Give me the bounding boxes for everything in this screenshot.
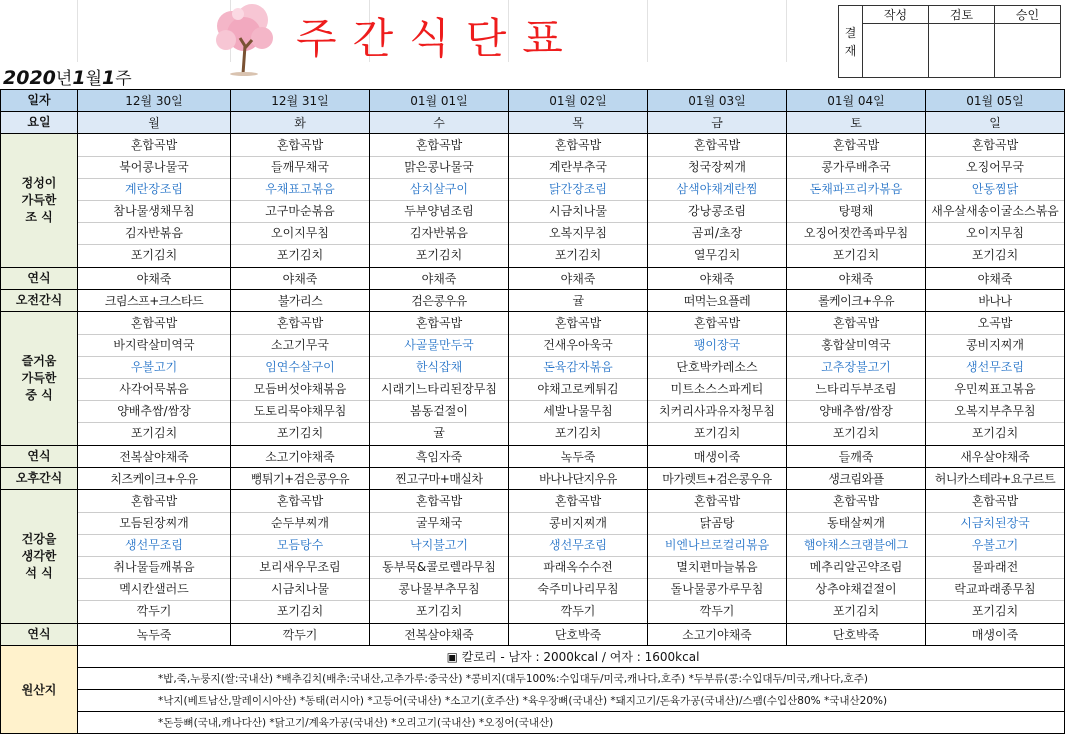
dish-item: 시래기느타리된장무침	[370, 379, 508, 401]
dish-item: 한식잡채	[370, 357, 508, 379]
date-cell: 01월 04일	[787, 90, 926, 112]
dish-item: 오이지무침	[231, 223, 369, 245]
dish-item: 생선무조림	[78, 535, 230, 557]
origin-note: *낙지(베트남산,말레이시아산) *동태(러시아) *고등어(국내산) *소고기(호주산) *육우장뼈(국내산) *돼지고기/돈육가공(국내산)/스팸(수입산80% *국내산20%)	[78, 690, 1065, 712]
dish-item: 안동찜닭	[926, 179, 1064, 201]
dish-item: 동부묵&콜로렐라무침	[370, 557, 508, 579]
dish-item: 사골물만두국	[370, 335, 508, 357]
dish-item: 혼합곡밥	[370, 313, 508, 335]
dish-item: 생선무조림	[926, 357, 1064, 379]
meal-label-line: 즐거움	[21, 354, 57, 368]
dish-item: 치커리사과유자청무침	[648, 401, 786, 423]
dish-item: 물파래전	[926, 557, 1064, 579]
dish-item: 햄야채스크램블에그	[787, 535, 925, 557]
approval-header-review: 검토	[929, 6, 995, 24]
dish-item: 모듬버섯야채볶음	[231, 379, 369, 401]
dish-item: 깍두기	[699, 603, 735, 618]
dish-item: 우민찌표고볶음	[926, 379, 1064, 401]
yeonsik-label: 연식	[1, 624, 78, 646]
snack-cell: 찐고구마+매실차	[370, 468, 509, 490]
yeonsik-cell: 소고기야채죽	[648, 624, 787, 646]
signature-box[interactable]	[995, 24, 1061, 78]
dish-item: 포기김치	[415, 603, 463, 618]
dish-item: 포기김치	[832, 247, 880, 262]
dish-item: 새우살새송이굴소스볶음	[926, 201, 1064, 223]
dish-item: 김자반볶음	[370, 223, 508, 245]
dish-item: 들깨무채국	[231, 157, 369, 179]
dish-item: 삼색야채계란찜	[648, 179, 786, 201]
meal-day-cell	[509, 312, 648, 446]
yeonsik-cell: 녹두죽	[78, 624, 231, 646]
dish-item: 탕평채	[787, 201, 925, 223]
day-cell: 일	[926, 112, 1065, 134]
dish-item: 포기김치	[415, 247, 463, 262]
dish-item: 멕시칸샐러드	[78, 579, 230, 601]
meal-day-cell	[231, 490, 370, 624]
day-cell: 금	[648, 112, 787, 134]
dish-item: 혼합곡밥	[231, 313, 369, 335]
dish-item: 포기김치	[971, 603, 1019, 618]
meal-label-line: 생각한	[21, 549, 57, 563]
dish-item: 포기김치	[693, 425, 741, 440]
date-cell: 01월 02일	[509, 90, 648, 112]
dish-item: 두부양념조림	[370, 201, 508, 223]
snack-cell: 마가렛트+검은콩우유	[648, 468, 787, 490]
dish-item: 숙주미나리무침	[509, 579, 647, 601]
dish-item: 삼치살구이	[370, 179, 508, 201]
dish-item: 혼합곡밥	[231, 135, 369, 157]
dish-item: 오징어무국	[926, 157, 1064, 179]
dish-item: 건새우아욱국	[509, 335, 647, 357]
yeonsik-cell: 야채죽	[231, 268, 370, 290]
dish-item: 참나물생채무침	[78, 201, 230, 223]
dish-item: 락교파래종무침	[926, 579, 1064, 601]
dish-item: 오곡밥	[926, 313, 1064, 335]
day-cell: 토	[787, 112, 926, 134]
date-cell: 12월 30일	[78, 90, 231, 112]
dish-item: 야채고로케튀김	[509, 379, 647, 401]
yeonsik-cell: 단호박죽	[509, 624, 648, 646]
dish-item: 맑은콩나물국	[370, 157, 508, 179]
dish-item: 혼합곡밥	[648, 491, 786, 513]
snack-label: 오후간식	[1, 468, 78, 490]
dish-item: 취나물들깨볶음	[78, 557, 230, 579]
page-title: 주간식단표	[296, 14, 579, 63]
snack-cell: 떠먹는요플레	[648, 290, 787, 312]
yeonsik-label: 연식	[1, 446, 78, 468]
dish-item: 상추야채겉절이	[787, 579, 925, 601]
dish-item: 단호박카레소스	[648, 357, 786, 379]
dish-item: 모듬된장찌개	[78, 513, 230, 535]
cherry-blossom-tree-icon	[212, 2, 276, 76]
snack-cell: 바나나단지우유	[509, 468, 648, 490]
dish-item: 세발나물무침	[509, 401, 647, 423]
yeonsik-cell: 단호박죽	[787, 624, 926, 646]
yeonsik-cell: 깍두기	[231, 624, 370, 646]
snack-cell: 허니카스테라+요구르트	[926, 468, 1065, 490]
meal-label-line: 정성이	[21, 176, 57, 190]
dish-item: 고구마순볶음	[231, 201, 369, 223]
dish-item: 강낭콩조림	[648, 201, 786, 223]
yeonsik-cell: 새우살야채죽	[926, 446, 1065, 468]
yeonsik-cell: 매생이죽	[648, 446, 787, 468]
origin-note: *밥,죽,누룽지(쌀:국내산) *배추김치(배추:국내산,고추가루:중국산) *콩비지(대두100%:수입대두/미국,캐나다,호주) *두부류(콩:수입대두/미국,캐나다,호주)	[78, 668, 1065, 690]
dish-item: 비엔나브로컬리볶음	[648, 535, 786, 557]
date-cell: 01월 03일	[648, 90, 787, 112]
dish-item: 임연수살구이	[231, 357, 369, 379]
meal-label-line: 석 식	[25, 566, 53, 580]
divider	[77, 0, 78, 62]
dish-item: 돈채파프리카볶음	[787, 179, 925, 201]
yeonsik-cell: 야채죽	[787, 268, 926, 290]
snack-cell: 불가리스	[231, 290, 370, 312]
dish-item: 우볼고기	[78, 357, 230, 379]
dish-item: 모듬탕수	[231, 535, 369, 557]
meal-day-cell	[78, 134, 231, 268]
dish-item: 느타리두부조림	[787, 379, 925, 401]
day-row-label: 요일	[1, 112, 78, 134]
dish-item: 보리새우무조림	[231, 557, 369, 579]
signature-box[interactable]	[929, 24, 995, 78]
yeonsik-cell: 전복살야채죽	[370, 624, 509, 646]
snack-cell: 바나나	[926, 290, 1065, 312]
meal-day-cell	[648, 134, 787, 268]
dish-item: 콩비지찌개	[509, 513, 647, 535]
dish-item: 돈육감자볶음	[509, 357, 647, 379]
dish-item: 시금치나물	[231, 579, 369, 601]
dish-item: 낙지불고기	[370, 535, 508, 557]
yeonsik-cell: 들깨죽	[787, 446, 926, 468]
dish-item: 콩가루배추국	[787, 157, 925, 179]
dish-item: 열무김치	[693, 247, 741, 262]
yeonsik-cell: 소고기야채죽	[231, 446, 370, 468]
yeonsik-cell: 야채죽	[926, 268, 1065, 290]
meal-day-cell	[78, 312, 231, 446]
dish-item: 오복지부추무침	[926, 401, 1064, 423]
dish-item: 우채표고볶음	[231, 179, 369, 201]
meal-label-line: 가득한	[21, 193, 57, 207]
dish-item: 혼합곡밥	[787, 491, 925, 513]
yeonsik-label: 연식	[1, 268, 78, 290]
dish-item: 소고기무국	[231, 335, 369, 357]
dish-item: 포기김치	[832, 603, 880, 618]
day-cell: 화	[231, 112, 370, 134]
meal-label	[1, 490, 78, 624]
meal-day-cell	[787, 134, 926, 268]
yeonsik-cell: 전복살야채죽	[78, 446, 231, 468]
approval-label: 결 재	[839, 6, 863, 78]
meal-day-cell	[370, 312, 509, 446]
dish-item: 멸치편마늘볶음	[648, 557, 786, 579]
day-cell: 수	[370, 112, 509, 134]
origin-note: *돈등뼈(국내,캐나다산) *닭고기/계육가공(국내산) *오리고기(국내산) *오징어(국내산)	[78, 712, 1065, 734]
dish-item: 곰피/초장	[648, 223, 786, 245]
signature-box[interactable]	[863, 24, 929, 78]
dish-item: 혼합곡밥	[926, 491, 1064, 513]
dish-item: 포기김치	[971, 425, 1019, 440]
dish-item: 혼합곡밥	[648, 135, 786, 157]
meal-day-cell	[78, 490, 231, 624]
meal-day-cell	[926, 134, 1065, 268]
approval-header-approve: 승인	[995, 6, 1061, 24]
dish-item: 계란장조림	[78, 179, 230, 201]
dish-item: 포기김치	[276, 603, 324, 618]
dish-item: 포기김치	[971, 247, 1019, 262]
meal-day-cell	[787, 312, 926, 446]
dish-item: 포기김치	[554, 247, 602, 262]
dish-item: 청국장찌개	[648, 157, 786, 179]
meal-day-cell	[370, 490, 509, 624]
yeonsik-cell: 야채죽	[370, 268, 509, 290]
dish-item: 메추리알곤약조림	[787, 557, 925, 579]
dish-item: 깍두기	[136, 603, 172, 618]
snack-label: 오전간식	[1, 290, 78, 312]
dish-item: 혼합곡밥	[78, 135, 230, 157]
meal-label-line: 건강을	[21, 532, 57, 546]
dish-item: 도토리묵야채무침	[231, 401, 369, 423]
divider	[647, 0, 648, 62]
day-cell: 월	[78, 112, 231, 134]
approval-box	[838, 5, 1061, 78]
dish-item: 사각어묵볶음	[78, 379, 230, 401]
yeonsik-cell: 야채죽	[648, 268, 787, 290]
dish-item: 깍두기	[560, 603, 596, 618]
dish-item: 오복지무침	[509, 223, 647, 245]
dish-item: 혼합곡밥	[509, 491, 647, 513]
dish-item: 미트소스스파게티	[648, 379, 786, 401]
meal-label	[1, 312, 78, 446]
dish-item: 혼합곡밥	[370, 135, 508, 157]
meal-label-line: 중 식	[25, 388, 53, 402]
dish-item: 바지락살미역국	[78, 335, 230, 357]
dish-item: 콩나물부추무침	[370, 579, 508, 601]
dish-item: 혼합곡밥	[787, 313, 925, 335]
header-area	[0, 0, 1066, 88]
dish-item: 우볼고기	[926, 535, 1064, 557]
dish-item: 시금치나물	[509, 201, 647, 223]
date-cell: 01월 05일	[926, 90, 1065, 112]
dish-item: 오이지무침	[926, 223, 1064, 245]
dish-item: 북어콩나물국	[78, 157, 230, 179]
dish-item: 동태살찌개	[787, 513, 925, 535]
dish-item: 혼합곡밥	[231, 491, 369, 513]
dish-item: 봄동겉절이	[370, 401, 508, 423]
dish-item: 닭간장조림	[509, 179, 647, 201]
yeonsik-cell: 녹두죽	[509, 446, 648, 468]
date-cell: 01월 01일	[370, 90, 509, 112]
meal-day-cell	[231, 134, 370, 268]
meal-day-cell	[231, 312, 370, 446]
meal-day-cell	[648, 312, 787, 446]
yeonsik-cell: 흑임자죽	[370, 446, 509, 468]
date-row-label: 일자	[1, 90, 78, 112]
dish-item: 혼합곡밥	[926, 135, 1064, 157]
dish-item: 포기김치	[554, 425, 602, 440]
dish-item: 포기김치	[276, 247, 324, 262]
snack-cell: 생크림와플	[787, 468, 926, 490]
meal-day-cell	[787, 490, 926, 624]
yeonsik-cell: 야채죽	[78, 268, 231, 290]
dish-item: 포기김치	[130, 247, 178, 262]
dish-item: 김자반볶음	[78, 223, 230, 245]
dish-item: 홍합살미역국	[787, 335, 925, 357]
dish-item: 혼합곡밥	[787, 135, 925, 157]
calorie-note: ▣ 칼로리 - 남자 : 2000kcal / 여자 : 1600kcal	[78, 646, 1065, 668]
dish-item: 고추장불고기	[787, 357, 925, 379]
dish-item: 혼합곡밥	[648, 313, 786, 335]
dish-item: 닭곰탕	[648, 513, 786, 535]
dish-item: 혼합곡밥	[370, 491, 508, 513]
approval-header-writer: 작성	[863, 6, 929, 24]
snack-cell: 귤	[509, 290, 648, 312]
dish-item: 양배추쌈/쌈장	[78, 401, 230, 423]
snack-cell: 크림스프+크스타드	[78, 290, 231, 312]
yeonsik-cell: 매생이죽	[926, 624, 1065, 646]
meal-day-cell	[509, 134, 648, 268]
divider	[786, 0, 787, 62]
date-cell: 12월 31일	[231, 90, 370, 112]
dish-item: 포기김치	[130, 425, 178, 440]
meal-day-cell	[509, 490, 648, 624]
dish-item: 혼합곡밥	[509, 313, 647, 335]
snack-cell: 치즈케이크+우유	[78, 468, 231, 490]
dish-item: 파래옥수수전	[509, 557, 647, 579]
dish-item: 돌나물콩가루무침	[648, 579, 786, 601]
dish-item: 귤	[433, 425, 445, 440]
dish-item: 양배추쌈/쌈장	[787, 401, 925, 423]
dish-item: 포기김치	[832, 425, 880, 440]
dish-item: 생선무조림	[509, 535, 647, 557]
snack-cell: 검은콩우유	[370, 290, 509, 312]
day-cell: 목	[509, 112, 648, 134]
weekly-menu-table	[0, 89, 1065, 734]
dish-item: 혼합곡밥	[78, 491, 230, 513]
meal-label-line: 조 식	[25, 210, 53, 224]
dish-item: 시금치된장국	[926, 513, 1064, 535]
dish-item: 순두부찌개	[231, 513, 369, 535]
dish-item: 굴무채국	[370, 513, 508, 535]
meal-day-cell	[926, 312, 1065, 446]
dish-item: 오징어젓깐족파무침	[787, 223, 925, 245]
meal-day-cell	[648, 490, 787, 624]
snack-cell: 롤케이크+우유	[787, 290, 926, 312]
meal-label-line: 가득한	[21, 371, 57, 385]
meal-day-cell	[370, 134, 509, 268]
dish-item: 혼합곡밥	[78, 313, 230, 335]
origin-label: 원산지	[1, 646, 78, 734]
yeonsik-cell: 야채죽	[509, 268, 648, 290]
week-label: 2020년1월1주	[3, 67, 132, 89]
dish-item: 혼합곡밥	[509, 135, 647, 157]
dish-item: 팽이장국	[648, 335, 786, 357]
dish-item: 콩비지찌개	[926, 335, 1064, 357]
dish-item: 계란부추국	[509, 157, 647, 179]
dish-item: 포기김치	[276, 425, 324, 440]
snack-cell: 뻥튀기+검은콩우유	[231, 468, 370, 490]
meal-label	[1, 134, 78, 268]
meal-day-cell	[926, 490, 1065, 624]
